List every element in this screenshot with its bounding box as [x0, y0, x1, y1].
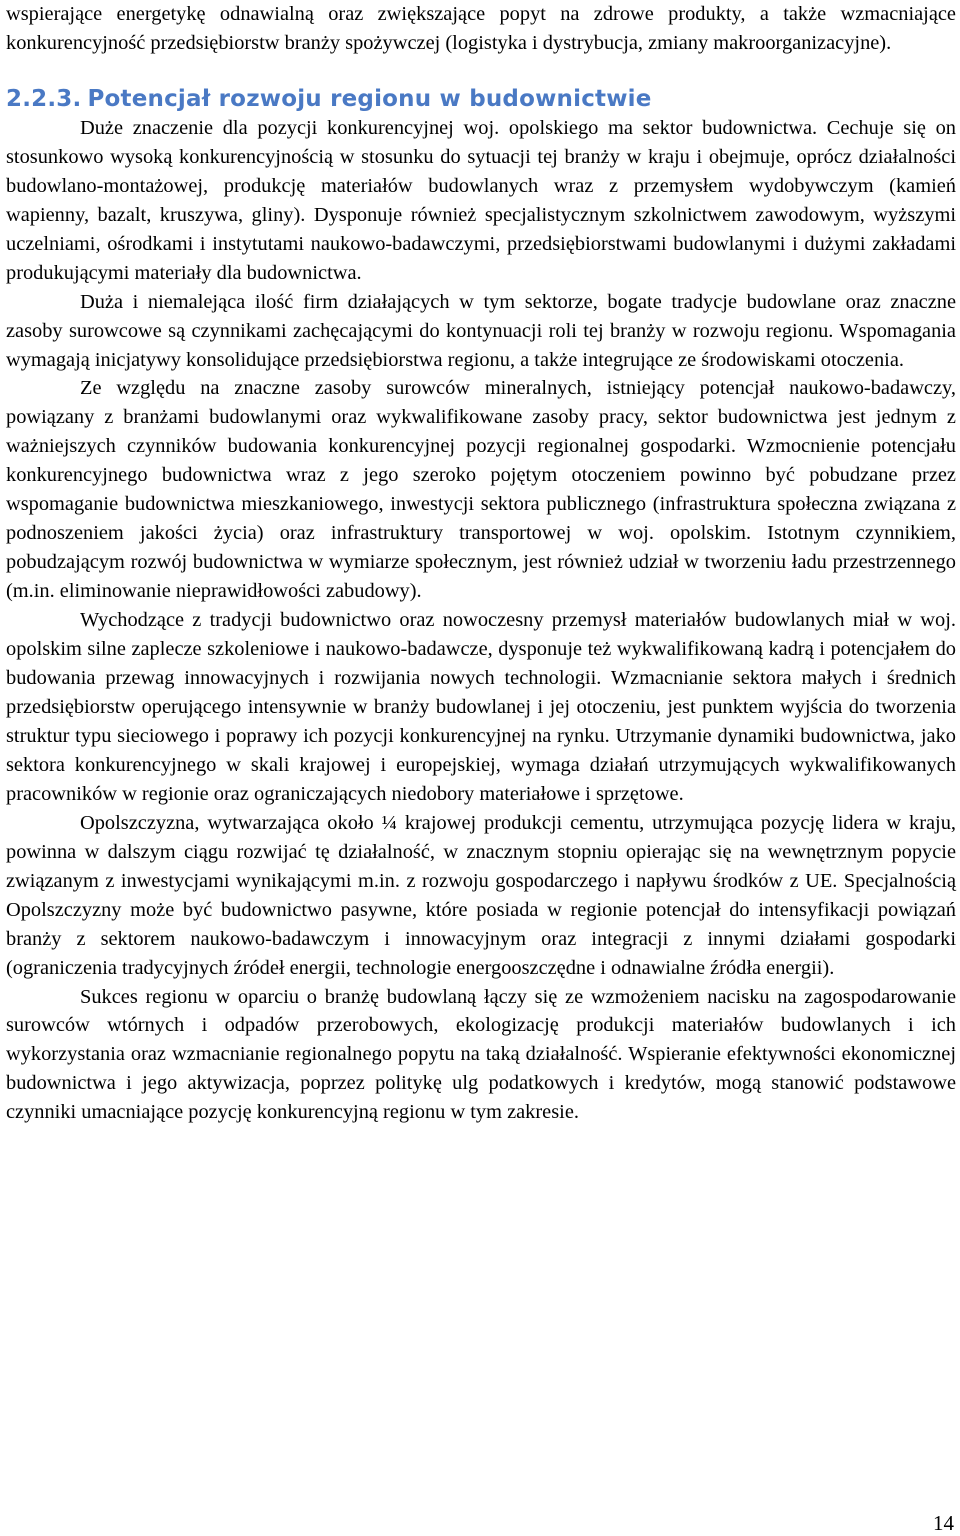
- body-paragraph: Sukces regionu w oparciu o branżę budowlaną łączy się ze wzmożeniem nacisku na zagospodarowanie surowców wtórnych i odpadów przerobowych, ekologizację produkcji materiałów budowlanych i ich wykorzystania oraz wzmacnianie regionalnego popytu na taką działalność. Wspieranie efektywności ekonomicznej budownictwa i jego aktywizacja, poprzez politykę ulg podatkowych i kredytów, mogą stanowić podstawowe czynniki umacniające pozycję konkurencyjną regionu w tym zakresie.: [6, 985, 956, 1124]
- intro-paragraph: wspierające energetykę odnawialną oraz zwiększające popyt na zdrowe produkty, a także wzmacniające konkurencyjność przedsiębiorstw branży spożywczej (logistyka i dystrybucja, zmiany makroorganizacyjne).: [6, 3, 956, 54]
- body-paragraph: Ze względu na znaczne zasoby surowców mineralnych, istniejący potencjał naukowo-badawczy, powiązany z branżami budowlanymi oraz wykwalifikowane zasoby pracy, sektor budownictwa jest jednym z ważniejszych czynników budowania konkurencyjnej pozycji regionalnej gospodarki. Wzmocnienie potencjału konkurencyjnego budownictwa wraz z jego szeroko pojętym otoczeniem powinno być pobudzane przez wspomaganie budownictwa mieszkaniowego, inwestycji sektora publicznego (infrastruktura społeczna związana z podnoszeniem jakości życia) oraz infrastruktury transportowej w woj. opolskim. Istotnym czynnikiem, pobudzającym rozwój budownictwa w wymiarze społecznym, jest również udział w tworzeniu ładu przestrzennego (m.in. eliminowanie nieprawidłowości zabudowy).: [6, 377, 956, 603]
- document-page: [6, 0, 956, 1127]
- page-number: 14: [933, 1511, 954, 1535]
- body-paragraph: Wychodzące z tradycji budownictwo oraz nowoczesny przemysł materiałów budowlanych miał w woj. opolskim silne zaplecze szkoleniowe i naukowo-badawcze, dysponuje też wykwalifikowaną kadrą i potencjałem do budowania przewag innowacyjnych i rozwijania nowych technologii. Wzmacnianie sektora małych i średnich przedsiębiorstw operującego intensywnie w branży budowlanej i jej otoczeniu, jest punktem wyjścia do tworzenia struktur typu sieciowego i poprawy ich pozycji konkurencyjnej na rynku. Utrzymanie dynamiki budownictwa, jako sektora konkurencyjnego w skali krajowej i europejskiej, wymaga działań utrzymujących wykwalifikowanych pracowników w regionie oraz ograniczających niedobory materiałowe i sprzętowe.: [6, 609, 956, 805]
- section-heading: [6, 84, 956, 114]
- body-paragraph: Duża i niemalejąca ilość firm działających w tym sektorze, bogate tradycje budowlane oraz znaczne zasoby surowcowe są czynnikami zachęcającymi do kontynuacji roli tej branży w rozwoju regionu. Wspomagania wymagają inicjatywy konsolidujące przedsiębiorstwa regionu, a także integrujące ze środowiskami otoczenia.: [6, 290, 956, 371]
- section-number: 2.2.3.: [6, 85, 82, 112]
- body-paragraph: Duże znaczenie dla pozycji konkurencyjnej woj. opolskiego ma sektor budownictwa. Cechuje się on stosunkowo wysoką konkurencyjnością w stosunku do sytuacji tej branży w kraju i obejmuje, oprócz działalności budowlano-montażowej, produkcję materiałów budowlanych wraz z przemysłem wydobywczym (kamień wapienny, bazalt, kruszywa, gliny). Dysponuje również specjalistycznym szkolnictwem zawodowym, wyższymi uczelniami, ośrodkami i instytutami naukowo-badawczymi, przedsiębiorstwami budowlanymi i dużymi zakładami produkującymi materiały dla budownictwa.: [6, 116, 956, 284]
- section-title: Potencjał rozwoju regionu w budownictwie: [87, 85, 652, 112]
- body-paragraph: Opolszczyzna, wytwarzająca około ¼ krajowej produkcji cementu, utrzymująca pozycję lidera w kraju, powinna w dalszym ciągu rozwijać tę działalność, w znacznym stopniu opierając się na wewnętrznym popycie związanym z inwestycjami wynikającymi m.in. z rozwoju gospodarczego i napływu środków z UE. Specjalnością Opolszczyzny może być budownictwo pasywne, które posiada w regionie potencjał do intensyfikacji powiązań branży z sektorem naukowo-badawczym i innowacyjnym oraz integracji z innymi działami gospodarki (ograniczenia tradycyjnych źródeł energii, technologie energooszczędne i odnawialne źródła energii).: [6, 811, 956, 979]
